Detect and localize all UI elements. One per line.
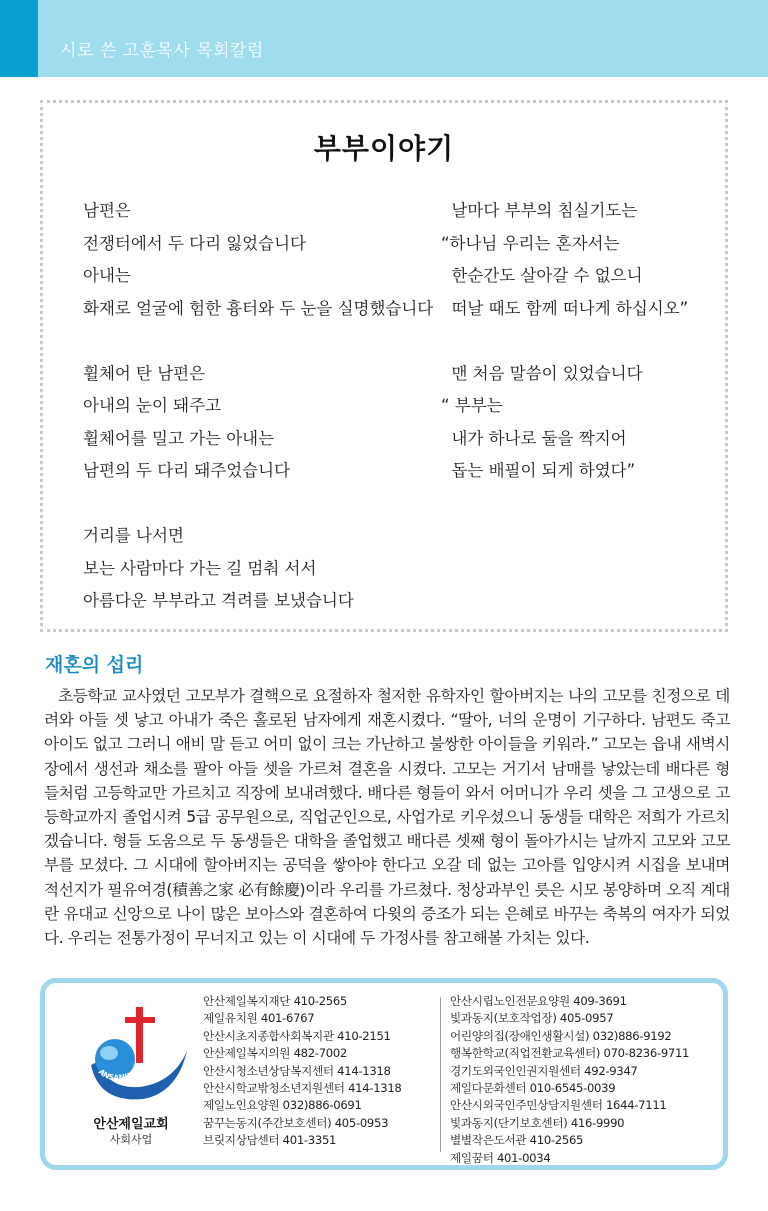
- poem-line: 전쟁터에서 두 다리 잃었습니다: [83, 233, 306, 253]
- stanza-gap: [83, 488, 433, 521]
- org-contact: 빛과동지(보호작업장) 405-0957: [450, 1011, 614, 1026]
- poem-line: 남편은: [83, 201, 131, 220]
- church-name: 안산제일교회: [93, 1117, 169, 1132]
- org-list-right: [450, 993, 689, 1167]
- org-contact: 안산제일복지의원 482-7002: [203, 1046, 348, 1061]
- org-contact: 안산시초지종합사회복지관 410-2151: [203, 1028, 391, 1043]
- poem-line: 남편의 두 다리 돼주었습니다: [83, 461, 291, 480]
- footer-box: [40, 978, 728, 1170]
- poem-left-column: [83, 195, 433, 618]
- poem-line: 거리를 나서면: [83, 526, 184, 545]
- poem-title: 부부이야기: [313, 132, 455, 165]
- header-accent: [0, 0, 38, 77]
- org-contact: 안산시학교밖청소년지원센터 414-1318: [203, 1081, 402, 1096]
- poem-line: 내가 하나로 둘을 짝지어: [441, 428, 627, 448]
- poem-line: 휠체어를 밀고 가는 아내는: [83, 428, 275, 448]
- poem-line: 맨 처음 말씀이 있었습니다: [441, 363, 643, 383]
- column-divider: [440, 997, 441, 1152]
- org-contact: 행복한학교(직업전환교육센터) 070-8236-9711: [450, 1046, 690, 1061]
- org-contact: 별별작은도서관 410-2565: [450, 1133, 584, 1148]
- essay-title: 재혼의 섭리: [45, 654, 144, 676]
- org-contact: 제일다문화센터 010-6545-0039: [450, 1081, 616, 1096]
- poem-box: [40, 100, 728, 632]
- stanza-gap: [83, 325, 433, 358]
- poem-line: 돕는 배필이 되게 하였다”: [441, 461, 636, 480]
- essay-body: 초등학교 교사였던 고모부가 결핵으로 요절하자 철저한 유학자인 할아버지는 나의 고모를 친정으로 데려와 아들 셋 낳고 아내가 죽은 홀로된 남자에게 재혼시켰다. “딸아, 너의 운명이 기구하다. 남편도 죽고 아이도 없고 그러니 애비 말 듣고 어미 없이 크는 가난하고 불쌍한 아이들을 키워라.” 고모는 읍내 새벽시장에서 생선과 채소를 팔아 아들 셋을 가르쳐 결혼을 시켰다. 고모는 거기서 남매를 낳았는데 배다른 형들처럼 고등학교만 가르치고 직장에 보내려했다. 배다른 형들이 와서 어머니가 우리 셋을 그 고생으로 고등학교까지 졸업시켜 5급 공무원으로, 직업군인으로, 사업가로 키우셨으니 동생들 대학은 저희가 가르치겠습니다. 형들 도움으로 두 동생들은 대학을 졸업했고 배다른 셋째 형이 돌아가시는 날까지 고모와 고모부를 모셨다. 그 시대에 할아버지는 공덕을 쌓아야 한다고 오갈 데 없는 고아를 입양시켜 시집을 보내며 적선지가 필유여경(積善之家 必有餘慶)이라 우리를 가르쳤다. 청상과부인 릇은 시모 봉양하며 오직 계대란 유대교 신앙으로 나이 많은 보아스와 결혼하여 다윗의 증조가 되는 은혜로 바꾸는 축복의 여자가 되었다. 우리는 전통가정이 무너지고 있는 이 시대에 두 가정사를 참고해볼 가치는 있다.: [44, 687, 730, 948]
- church-subtitle: 사회사업: [109, 1133, 153, 1146]
- poem-line: 화재로 얼굴에 험한 흉터와 두 눈을 실명했습니다: [83, 298, 434, 318]
- poem-line: “하나님 우리는 혼자서는: [441, 233, 620, 253]
- column-title: 시로 쓴 고훈목사 목회칼럼: [60, 41, 264, 61]
- logo-arc-text: ANSANJEIL CHURCH: [96, 1049, 175, 1083]
- org-list-left: [203, 993, 402, 1150]
- poem-right-column: [441, 195, 688, 488]
- org-contact: 제일유치원 401-6767: [203, 1011, 315, 1026]
- org-contact: 안산시청소년상담복지센터 414-1318: [203, 1063, 391, 1078]
- org-contact: 제일꿈터 401-0034: [450, 1150, 551, 1165]
- cross-icon: [136, 1007, 143, 1063]
- org-contact: 안산시외국인주민상담지원센터 1644-7111: [450, 1098, 667, 1113]
- poem-line: 아름다운 부부라고 격려를 보냈습니다: [83, 591, 354, 610]
- org-contact: 제일노인요양원 032)886-0691: [203, 1098, 362, 1113]
- poem-line: 날마다 부부의 침실기도는: [441, 201, 638, 220]
- poem-line: 보는 사람마다 가는 길 멈춰 서서: [83, 558, 317, 578]
- poem-line: “ 부부는: [441, 396, 503, 415]
- org-contact: 어린양의집(장애인생활시설) 032)886-9192: [450, 1028, 672, 1043]
- poem-line: 떠날 때도 함께 떠나게 하십시오”: [441, 298, 689, 318]
- stanza-gap: [441, 325, 688, 358]
- org-contact: 안산제일복지재단 410-2565: [203, 994, 348, 1008]
- poem-line: 아내는: [83, 266, 131, 285]
- org-contact: 꿈꾸는동지(주간보호센터) 405-0953: [203, 1115, 389, 1130]
- org-contact: 안산시립노인전문요양원 409-3691: [450, 994, 627, 1008]
- poem-line: 휠체어 탄 남편은: [83, 363, 206, 383]
- org-contact: 빛과동지(단기보호센터) 416-9990: [450, 1115, 625, 1130]
- org-contact: 경기도외국인인권지원센터 492-9347: [450, 1063, 638, 1078]
- org-contact: 브릿지상담센터 401-3351: [203, 1133, 337, 1148]
- poem-line: 한순간도 살아갈 수 없으니: [441, 266, 643, 285]
- church-logo: [81, 1003, 191, 1113]
- poem-line: 아내의 눈이 돼주고: [83, 396, 222, 415]
